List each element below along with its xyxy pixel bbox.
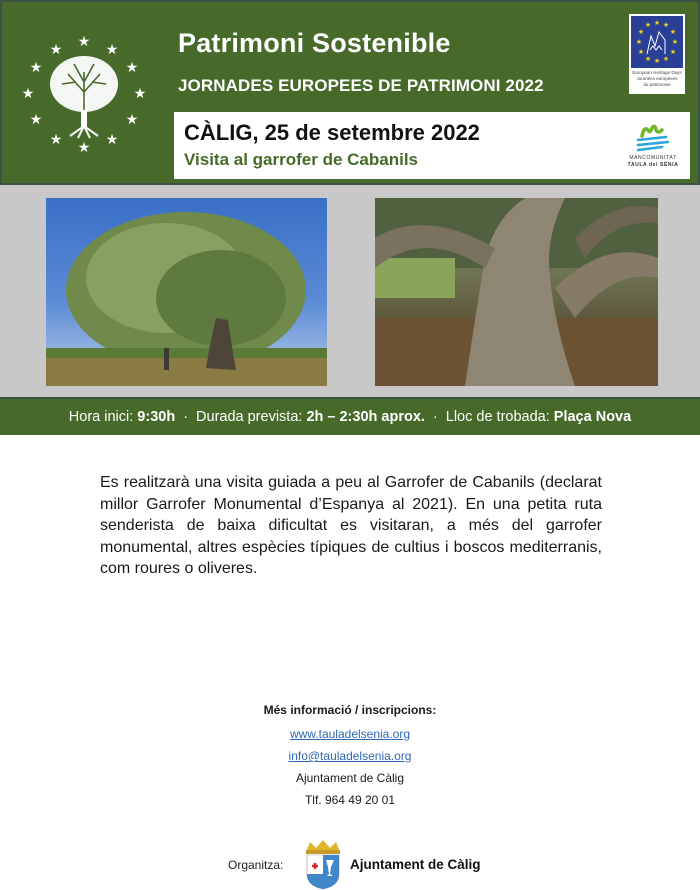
svg-text:★: ★ — [125, 59, 139, 75]
svg-text:★: ★ — [637, 29, 645, 36]
svg-text:★: ★ — [662, 22, 670, 29]
svg-text:★: ★ — [49, 131, 63, 147]
svg-text:★: ★ — [671, 39, 679, 46]
svg-text:★: ★ — [29, 59, 43, 75]
meeting-point-label: Lloc de trobada: — [445, 409, 554, 425]
contact-heading: Més informació / inscripcions: — [263, 703, 437, 717]
start-time-label: Hora inici: — [68, 409, 138, 425]
event-info-bar — [0, 397, 700, 435]
organizer-name: Ajuntament de Càlig — [350, 857, 481, 872]
contact-organizer: Ajuntament de Càlig — [295, 771, 405, 785]
page-subtitle: JORNADES EUROPEES DE PATRIMONI 2022 — [178, 76, 544, 95]
svg-text:★: ★ — [49, 41, 63, 57]
european-heritage-days-icon — [631, 16, 683, 68]
svg-text:★: ★ — [105, 131, 119, 147]
svg-text:★: ★ — [653, 58, 661, 65]
header-banner — [0, 0, 700, 185]
ehd-caption: European Heritage Days Journées européens du patrimoine — [632, 70, 682, 87]
svg-text:★: ★ — [21, 85, 35, 101]
page-title: Patrimoni Sostenible — [178, 28, 451, 58]
contact-phone: Tlf. 964 49 20 01 — [304, 793, 396, 807]
separator: · — [432, 409, 438, 425]
contact-info — [200, 703, 500, 815]
svg-text:★: ★ — [669, 29, 677, 36]
organiza-label: Organitza: — [228, 858, 284, 872]
svg-text:★: ★ — [29, 111, 43, 127]
mancomunitat-logo-icon — [622, 118, 684, 154]
start-time-value: 9:30h — [137, 409, 176, 425]
event-box — [174, 112, 690, 179]
mancomunitat-logo — [622, 118, 684, 174]
svg-text:★: ★ — [653, 20, 661, 27]
website-link[interactable]: www.tauladelsenia.org — [289, 727, 411, 741]
photo-strip — [0, 185, 700, 397]
event-subtitle: Visita al garrofer de Cabanils — [184, 150, 418, 169]
tree-with-eu-stars-icon — [16, 26, 152, 162]
svg-text:★: ★ — [105, 41, 119, 57]
svg-text:★: ★ — [637, 49, 645, 56]
svg-text:★: ★ — [644, 56, 652, 63]
event-date: CÀLIG, 25 de setembre 2022 — [184, 120, 480, 145]
organizer-footer — [228, 838, 528, 890]
svg-text:★: ★ — [662, 56, 670, 63]
carob-tree-photo — [46, 198, 327, 386]
svg-text:★: ★ — [77, 33, 91, 49]
european-heritage-days-logo — [629, 14, 685, 94]
duration-label: Durada prevista: — [196, 409, 307, 425]
separator: · — [183, 409, 189, 425]
calig-coat-of-arms-icon — [302, 838, 344, 890]
svg-text:★: ★ — [635, 39, 643, 46]
mancomunitat-text: MANCOMUNITAT TAULA del SÉNIA — [627, 155, 679, 168]
carob-trunk-photo — [375, 198, 658, 386]
svg-text:★: ★ — [125, 111, 139, 127]
svg-text:★: ★ — [669, 49, 677, 56]
svg-text:★: ★ — [133, 85, 147, 101]
meeting-point-value: Plaça Nova — [553, 409, 632, 425]
svg-text:★: ★ — [77, 139, 91, 155]
svg-text:★: ★ — [644, 22, 652, 29]
event-description: Es realitzarà una visita guiada a peu al Garrofer de Cabanils (declarat millor Garrofer Monumental d’Espanya al 2021). En una petita ruta senderista de baixa dificultat es visitaran, a més del garrofer monumental, altres espècies típiques de cultius i boscos mediterranis, com roures o oliveres. — [100, 474, 602, 577]
duration-value: 2h – 2:30h aprox. — [306, 409, 425, 425]
email-link[interactable]: info@tauladelsenia.org — [288, 749, 412, 763]
